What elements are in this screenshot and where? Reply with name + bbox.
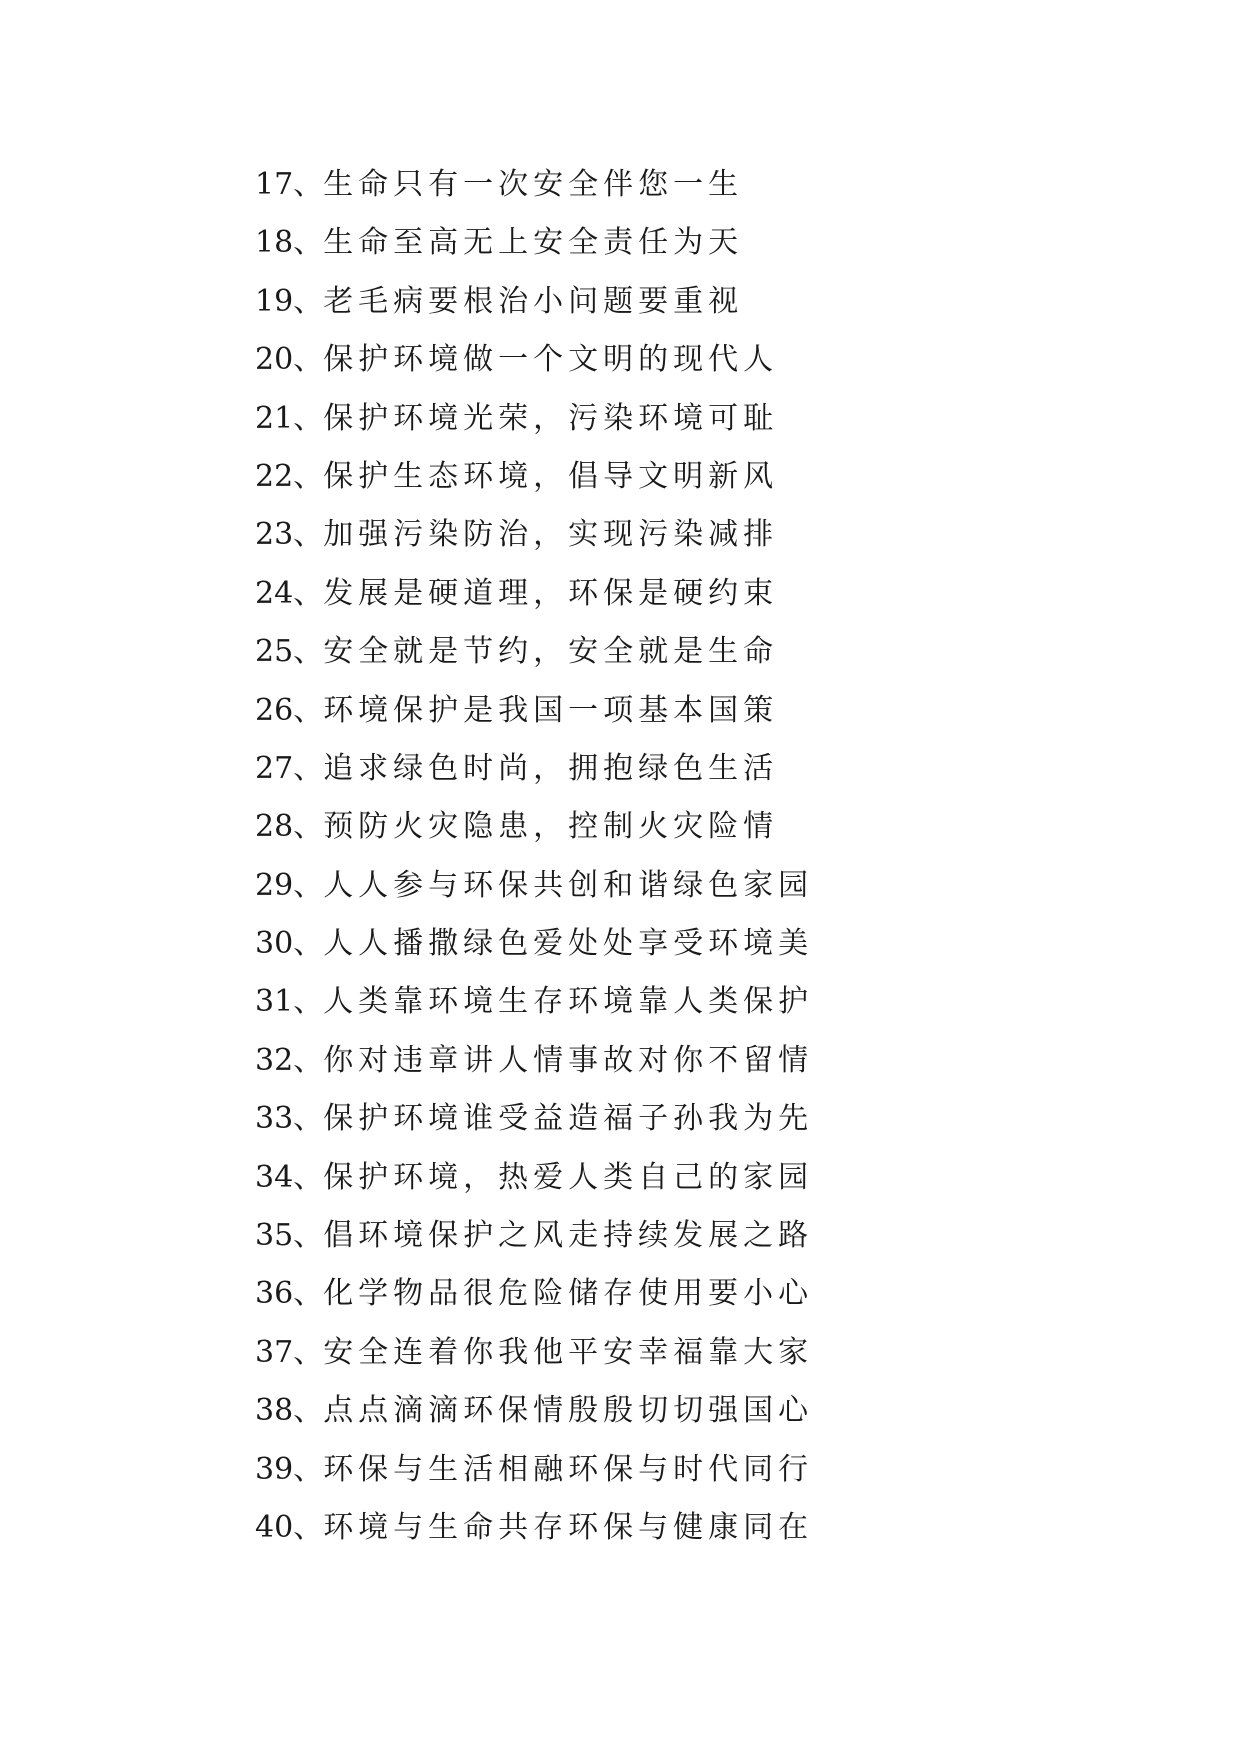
item-number: 32、 [255, 1042, 324, 1078]
list-item [255, 1032, 1155, 1090]
item-number: 39、 [255, 1451, 324, 1487]
item-text: 人类靠环境生存环境靠人类保护 [323, 984, 814, 1020]
list-item [255, 1441, 1155, 1499]
item-text: 你对违章讲人情事故对你不留情 [323, 1042, 814, 1078]
item-number: 30、 [255, 926, 324, 962]
item-text: 预防火灾隐患，控制火灾险情 [323, 809, 779, 845]
item-text: 加强污染防治，实现污染减排 [323, 517, 779, 553]
item-number: 25、 [255, 634, 324, 670]
item-text: 生命只有一次安全伴您一生 [323, 167, 744, 202]
item-number: 28、 [255, 809, 324, 845]
item-text: 化学物品很危险储存使用要小心 [323, 1276, 814, 1312]
item-text: 生命至高无上安全责任为天 [323, 225, 744, 261]
list-item [255, 857, 1155, 915]
item-number: 34、 [255, 1159, 324, 1195]
item-number: 33、 [255, 1101, 324, 1137]
item-number: 27、 [255, 750, 324, 786]
list-item [255, 740, 1155, 798]
list-item [255, 1382, 1155, 1440]
item-number: 17、 [255, 167, 324, 202]
item-text: 老毛病要根治小问题要重视 [323, 283, 744, 319]
item-text: 追求绿色时尚，拥抱绿色生活 [323, 750, 779, 786]
item-text: 倡环境保护之风走持续发展之路 [323, 1218, 814, 1254]
list-item [255, 390, 1155, 448]
item-number: 23、 [255, 517, 324, 553]
item-number: 38、 [255, 1393, 324, 1429]
list-item [255, 214, 1155, 272]
item-number: 31、 [255, 984, 324, 1020]
list-item [255, 1090, 1155, 1148]
item-number: 21、 [255, 400, 324, 436]
item-text: 保护环境光荣，污染环境可耻 [323, 400, 779, 436]
item-text: 人人播撒绿色爱处处享受环境美 [323, 926, 814, 962]
item-text: 保护环境谁受益造福子孙我为先 [323, 1101, 814, 1137]
item-number: 26、 [255, 692, 324, 728]
item-number: 37、 [255, 1334, 324, 1370]
list-item [255, 565, 1155, 623]
item-text: 保护生态环境，倡导文明新风 [323, 458, 779, 494]
item-text: 安全连着你我他平安幸福靠大家 [323, 1334, 814, 1370]
item-text: 环保与生活相融环保与时代同行 [323, 1451, 814, 1487]
item-text: 保护环境，热爱人类自己的家园 [323, 1159, 814, 1195]
item-number: 40、 [255, 1509, 324, 1545]
item-number: 22、 [255, 458, 324, 494]
list-item [255, 915, 1155, 973]
item-number: 29、 [255, 867, 324, 903]
list-item [255, 798, 1155, 856]
item-number: 36、 [255, 1276, 324, 1312]
list-item [255, 1207, 1155, 1265]
item-text: 环境保护是我国一项基本国策 [323, 692, 779, 728]
list-item [255, 1499, 1155, 1557]
item-text: 保护环境做一个文明的现代人 [323, 342, 779, 378]
list-item [255, 331, 1155, 389]
list-item [255, 1149, 1155, 1207]
list-item [255, 973, 1155, 1031]
list-item [255, 1324, 1155, 1382]
list-item [255, 623, 1155, 681]
item-number: 20、 [255, 342, 324, 378]
list-item [255, 156, 1155, 214]
list-item [255, 506, 1155, 564]
slogan-list [255, 156, 1155, 1557]
item-number: 18、 [255, 225, 324, 261]
item-number: 24、 [255, 575, 324, 611]
item-text: 人人参与环保共创和谐绿色家园 [323, 867, 814, 903]
item-text: 环境与生命共存环保与健康同在 [323, 1509, 814, 1545]
list-item [255, 273, 1155, 331]
item-text: 点点滴滴环保情殷殷切切强国心 [323, 1393, 814, 1429]
list-item [255, 1265, 1155, 1323]
list-item [255, 682, 1155, 740]
item-text: 安全就是节约，安全就是生命 [323, 634, 779, 670]
list-item [255, 448, 1155, 506]
item-number: 35、 [255, 1218, 324, 1254]
item-text: 发展是硬道理，环保是硬约束 [323, 575, 779, 611]
item-number: 19、 [255, 283, 324, 319]
